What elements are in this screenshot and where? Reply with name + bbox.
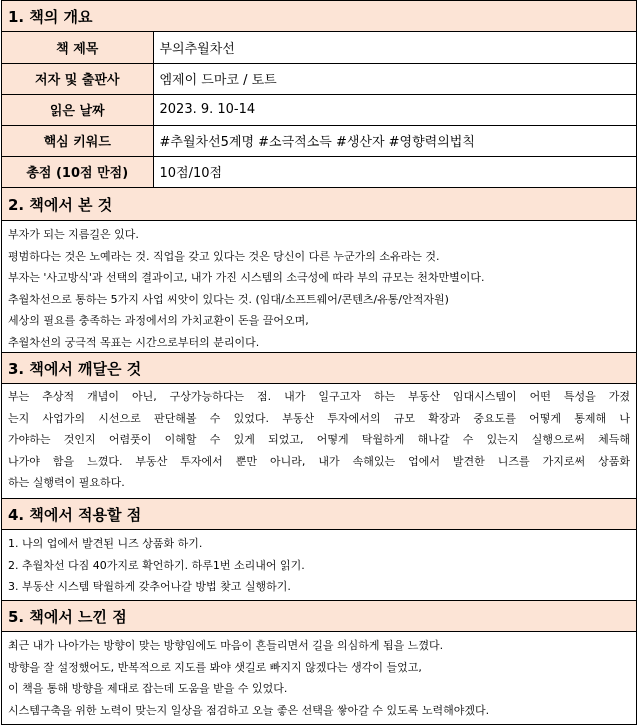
author-value: 엠제이 드마코 / 토트 bbox=[153, 63, 636, 94]
keyword-label: 핵심 키워드 bbox=[2, 125, 153, 156]
section-realized-body bbox=[2, 384, 636, 498]
section-seen-title: 2. 책에서 본 것 bbox=[2, 188, 636, 221]
section-overview bbox=[1, 0, 637, 188]
text-line: 추월차선의 궁극적 목표는 시간으로부터의 분리이다. bbox=[8, 335, 260, 349]
text-line: 추월차선으로 통하는 5가지 사업 씨앗이 있다는 것. (임대/소프트웨어/콘텐츠/유통/안적자원) bbox=[8, 292, 449, 306]
text-line: 평범하다는 것은 노예라는 것. 직업을 갖고 있다는 것은 당신이 다른 누군가의 소유라는 것. bbox=[8, 249, 440, 263]
table-row bbox=[2, 94, 636, 125]
book-report bbox=[1, 1, 637, 725]
list-item: 1. 나의 업에서 발견된 니즈 상품화 하기. bbox=[8, 537, 203, 550]
section-apply bbox=[1, 498, 637, 601]
section-apply-body bbox=[2, 530, 636, 600]
list-item: 2. 추월차선 다짐 40가지로 확언하기. 하루1번 소리내어 읽기. bbox=[8, 558, 305, 572]
author-label: 저자 및 출판사 bbox=[2, 63, 153, 94]
list-item: 3. 부동산 시스템 탁월하게 갖추어나갈 방법 찾고 실행하기. bbox=[8, 580, 291, 594]
text-line: 부자는 '사고방식'과 선택의 결과이고, 내가 가진 시스템의 소극성에 따라 부의 규모는 천차만별이다. bbox=[8, 271, 485, 285]
text-line: 가야하는 것인지 어렴풋이 이해할 수 있게 되었고, 어떻게 탁월하게 해나갈 수 있는지 실행으로써 체득해 bbox=[8, 433, 630, 447]
overview-table bbox=[2, 32, 636, 187]
table-row bbox=[2, 125, 636, 156]
text-line: 이 책을 통해 방향을 제대로 잡는데 도움을 받을 수 있었다. bbox=[8, 682, 288, 696]
table-row bbox=[2, 63, 636, 94]
title-label: 책 제목 bbox=[2, 32, 153, 63]
section-felt-body bbox=[2, 632, 636, 724]
table-row bbox=[2, 156, 636, 187]
text-line: 부는 추상적 개념이 아닌, 구상가능하다는 점. 내가 일구고자 하는 부동산 임대시스템이 어떤 특성을 가졌 bbox=[8, 390, 630, 403]
keyword-value: #추월차선5계명 #소극적소득 #생산자 #영향력의법칙 bbox=[153, 125, 636, 156]
text-line: 하는 실행력이 필요하다. bbox=[8, 476, 125, 490]
score-label: 총점 (10점 만점) bbox=[2, 156, 153, 187]
date-label: 읽은 날짜 bbox=[2, 94, 153, 125]
table-row bbox=[2, 32, 636, 63]
text-line: 는지 사업가의 시선으로 판단해볼 수 있었다. 부동산 투자에서의 규모 확장과 중요도를 어떻게 통제해 나 bbox=[8, 411, 630, 425]
section-seen-body bbox=[2, 221, 636, 352]
section-felt bbox=[1, 600, 637, 725]
section-felt-title: 5. 책에서 느낀 점 bbox=[2, 601, 636, 632]
section-realized-title: 3. 책에서 깨달은 것 bbox=[2, 353, 636, 384]
text-line: 최근 내가 나아가는 방향이 맞는 방향임에도 마음이 흔들리면서 길을 의심하게 됨을 느꼈다. bbox=[8, 639, 444, 652]
title-value: 부의추월차선 bbox=[159, 41, 235, 57]
section-apply-title: 4. 책에서 적용할 점 bbox=[2, 499, 636, 530]
text-line: 세상의 필요를 충족하는 과정에서의 가치교환이 돈을 끌어오며, bbox=[8, 314, 309, 328]
section-realized bbox=[1, 352, 637, 499]
section-seen bbox=[1, 187, 637, 353]
section-overview-title: 1. 책의 개요 bbox=[2, 1, 636, 32]
text-line: 방향을 잘 설정했어도, 반복적으로 지도를 봐야 샛길로 빠지지 않겠다는 생각이 들었고, bbox=[8, 660, 422, 674]
text-line: 부자가 되는 지름길은 있다. bbox=[8, 228, 139, 241]
text-line: 나가야 함을 느꼈다. 부동산 투자에서 뿐만 아니라, 내가 속해있는 업에서 발견한 니즈를 가지로써 상품화 bbox=[8, 454, 630, 468]
text-line: 시스템구축을 위한 노력이 맞는지 일상을 점검하고 오늘 좋은 선택을 쌓아갈 수 있도록 노력해야겠다. bbox=[8, 703, 490, 717]
date-value: 2023. 9. 10-14 bbox=[153, 94, 636, 125]
score-value: 10점/10점 bbox=[153, 156, 636, 187]
